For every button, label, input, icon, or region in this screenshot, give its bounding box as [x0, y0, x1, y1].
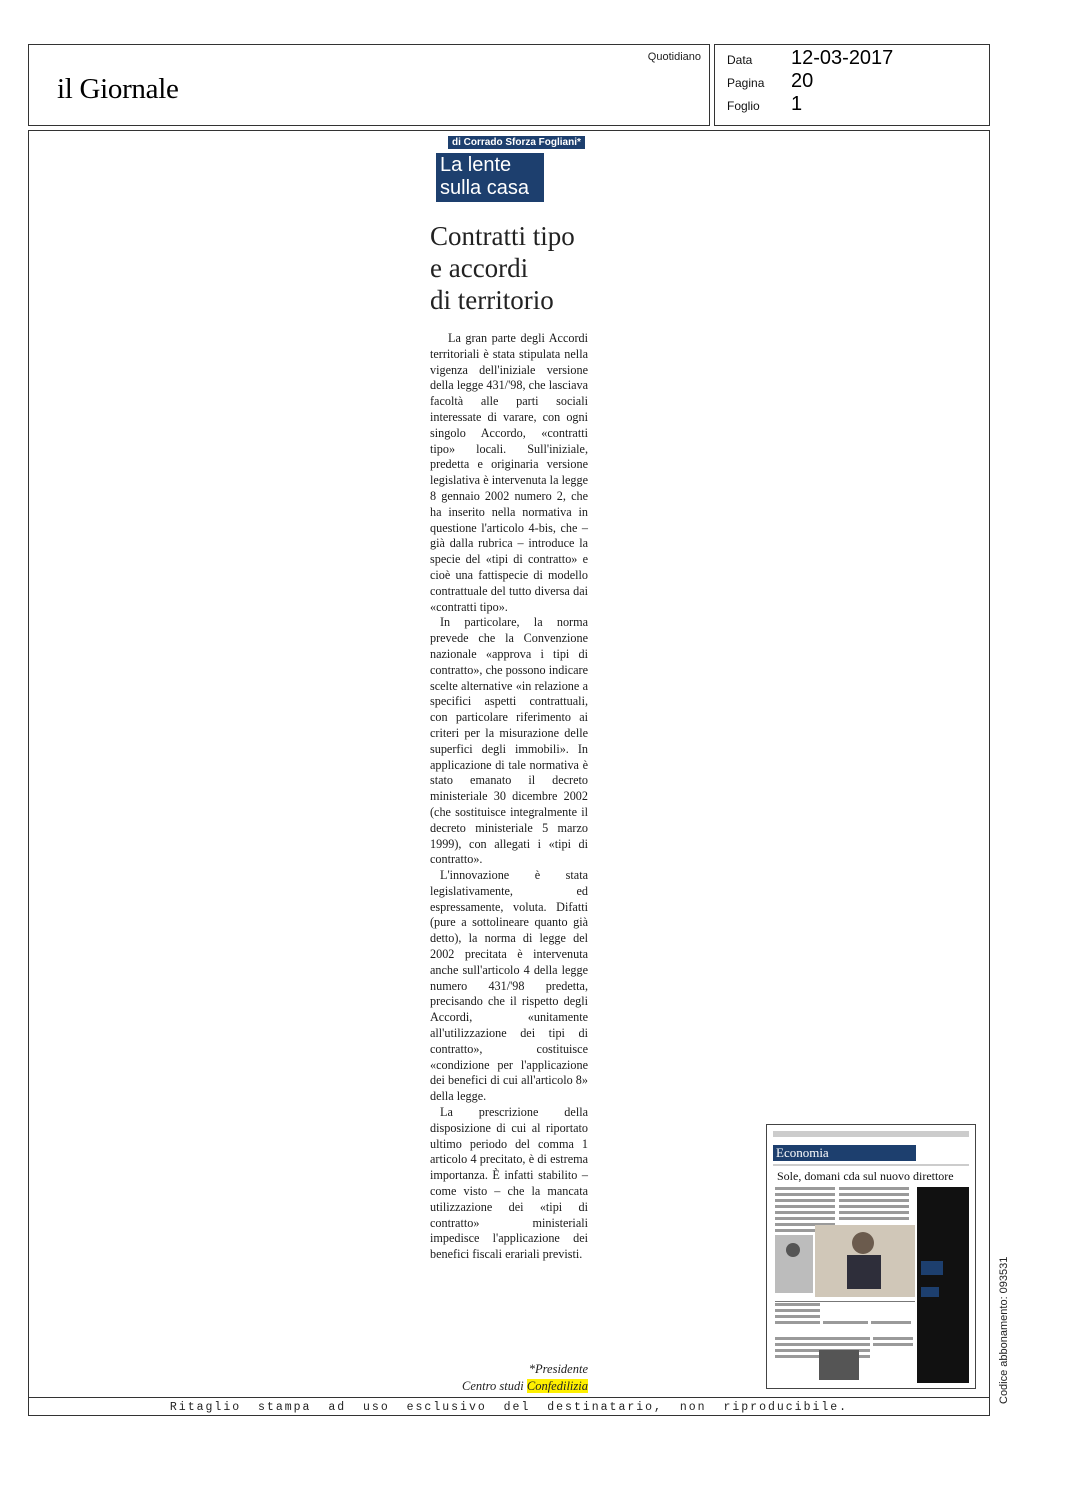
thumbnail-page-image: [767, 1125, 976, 1389]
article-body: [430, 331, 588, 1263]
newspaper-masthead: il Giornale: [57, 73, 179, 105]
sheet-label: Foglio: [727, 99, 760, 113]
headline-line1: Contratti tipo: [430, 221, 575, 251]
paragraph-4: La prescrizione della disposizione di cui al riportato ultimo periodo del comma 1 articolo 4 precitato, è di estrema importanza. È infatti stabilito – come visto – che la mancata utilizzazione dei «tipi di contratto» ministeriali impedisce l'applicazione dei benefici fiscali erariali previsti.: [430, 1105, 588, 1262]
column-title-line2: sulla casa: [440, 177, 529, 199]
signoff-prefix: Centro studi: [462, 1379, 527, 1393]
signoff-title: *Presidente: [528, 1362, 588, 1376]
sheet-value: 1: [791, 93, 803, 115]
date-label: Data: [727, 53, 753, 67]
paragraph-3: L'innovazione è stata legislativamente, ed espressamente, voluta. Difatti (pure a sottolineare quanto già detto), la norma di legge del 2002 precitata è intervenuta anche sull'articolo 4 della legge numero 431/'98 predetta, precisando che il rispetto degli Accordi, «unitamente all'utilizzazione dei tipi di contratto», costituisce «condizione per l'applicazione dei benefici di cui all'articolo 8» della legge.: [430, 868, 588, 1104]
page-label: Pagina: [727, 76, 765, 90]
paragraph-2: In particolare, la norma prevede che la Convenzione nazionale «approva i tipi di contratto», che possono indicare scelte alternative «in relazione a specifici aspetti contrattuali, con particolare riferimento ai criteri per la misurazione delle superfici degli immobili». In applicazione di tale normativa è stato emanato il decreto ministeriale 30 dicembre 2002 (che sostituisce integralmente il decreto ministeriale 5 marzo 1999), con allegati i «tipi di contratto».: [430, 615, 588, 867]
column-title: [436, 153, 544, 202]
highlighted-org: Confedilizia: [526, 1379, 588, 1393]
thumbnail-section-banner: Economia: [773, 1145, 916, 1161]
publication-type: Quotidiano: [647, 51, 701, 63]
page-thumbnail: [766, 1124, 976, 1389]
column-title-line1: La lente: [440, 154, 512, 176]
footer-disclaimer: Ritaglio stampa ad uso esclusivo del destinatario, non riproducibile.: [169, 1401, 849, 1414]
headline-line2: e accordi: [430, 253, 529, 283]
header-meta-box: [714, 44, 990, 126]
article-headline: [430, 220, 600, 316]
footer-divider: [29, 1397, 989, 1398]
header-masthead-box: [28, 44, 710, 126]
page-value: 20: [791, 70, 814, 92]
subscription-code: Codice abbonamento: 093531: [998, 1256, 1010, 1404]
signoff-org-line: [430, 1378, 588, 1395]
paragraph-1: La gran parte degli Accordi territoriali è stata stipulata nella vigenza dell'iniziale versione della legge 431/'98, che lasciava facoltà alle parti sociali interessate di varare, con ogni singolo Accordo, «contratti tipo» locali. Sull'iniziale, predetta e originaria versione legislativa è intervenuta la legge 8 gennaio 2002 numero 2, che ha inserito nella normativa in questione l'articolo 4-bis, che – già dalla rubrica – introduce la specie del «tipi di contratto» e cioè una fattispecie di modello contrattuale del tutto diversa dai «contratti tipo».: [430, 331, 588, 614]
article-byline: di Corrado Sforza Fogliani*: [448, 136, 585, 149]
date-value: 12-03-2017: [791, 47, 894, 69]
headline-line3: di territorio: [430, 285, 554, 315]
thumbnail-headline: Sole, domani cda sul nuovo direttore: [777, 1169, 954, 1183]
author-signoff: [430, 1361, 588, 1395]
